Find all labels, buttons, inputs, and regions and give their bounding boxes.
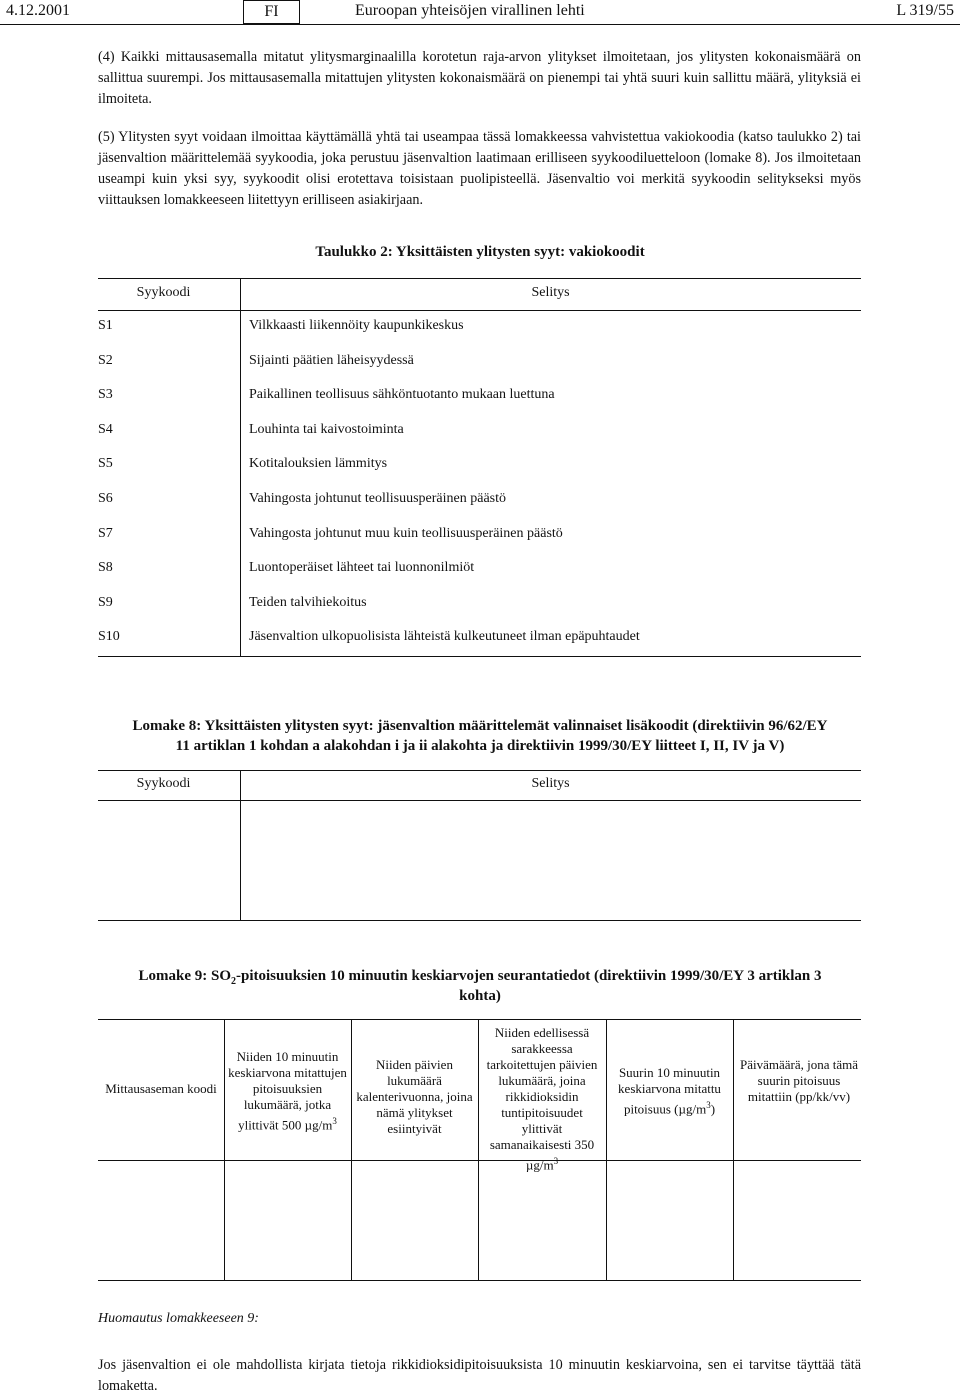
form-8-header-code: Syykoodi (136, 776, 191, 791)
table-row-description: Vilkkaasti liikennöity kaupunkikeskus (249, 318, 464, 333)
table-row-code: S9 (98, 595, 113, 610)
page-header (0, 0, 960, 26)
table-row-code: S2 (98, 353, 113, 368)
table-row-code: S4 (98, 422, 113, 437)
form-9-column-divider (606, 1019, 607, 1280)
table-2-header-code: Syykoodi (136, 285, 191, 300)
form-9-header-days-over-350: Niiden edellisessä sarakkeessa tarkoitettujen päivien lukumäärä, joina rikkidioksidin tuntipitoisuudet ylittivät samanaikaisesti 350 $\mu g/m^3$ (486, 1025, 598, 1173)
form-8-title-line-1: Lomake 8: Yksittäisten ylitysten syyt: jäsenvaltion määrittelemät valinnaiset lisäkoodit (direktiivin 96/62/EY (132, 718, 828, 734)
table-row-code: S3 (98, 387, 113, 402)
form-8-header-rule (98, 800, 861, 801)
form-9-column-divider (351, 1019, 352, 1280)
table-2-title: Taulukko 2: Yksittäisten ylitysten syyt: vakiokoodit (315, 244, 645, 260)
form-9-column-divider (224, 1019, 225, 1280)
form-9-top-rule (98, 1019, 861, 1020)
table-row-code: S7 (98, 526, 113, 541)
form-9-column-divider (733, 1019, 734, 1280)
table-row-description: Teiden talvihiekoitus (249, 595, 367, 610)
table-2-header-description: Selitys (531, 285, 570, 300)
table-row-code: S8 (98, 560, 113, 575)
table-row-description: Vahingosta johtunut teollisuusperäinen päästö (249, 491, 507, 506)
table-row-description: Sijainti päätien läheisyydessä (249, 353, 414, 368)
form-9-note-text: Jos jäsenvaltion ei ole mahdollista kirjata tietoja rikkidioksidipitoisuuksista 10 minuutin keskiarvoina, sen ei tarvitse täyttää tätä lomaketta. (98, 1357, 861, 1394)
form-9-bottom-rule (98, 1280, 861, 1281)
form-9-column-divider (478, 1019, 479, 1280)
header-publication: Euroopan yhteisöjen virallinen lehti (355, 2, 585, 19)
table-row-description: Luontoperäiset lähteet tai luonnonilmiöt (249, 560, 475, 575)
form-9-header-max-concentration: Suurin 10 minuutin keskiarvona mitattu pitoisuus $(\mu g/m^3)$ (618, 1065, 721, 1117)
header-divider (0, 24, 960, 25)
table-2-column-divider (240, 278, 241, 656)
header-language-badge: FI (243, 0, 300, 24)
form-9-header-max-date: Päivämäärä, jona tämä suurin pitoisuus mitattiin (pp/kk/vv) (739, 1057, 859, 1104)
table-2-header-rule (98, 310, 861, 311)
form-9-title-line-1: Lomake 9: $SO_2$-pitoisuuksien 10 minuutin keskiarvojen seurantatiedot (direktiivin 1999/30/EY 3 artiklan 3 (138, 968, 822, 987)
form-9-header-days-count: Niiden päivien lukumäärä kalenterivuonna, joina nämä ylitykset esiintyivät (356, 1057, 473, 1136)
table-2-top-rule (98, 278, 861, 279)
header-page-number: L 319/55 (896, 2, 954, 19)
table-row-code: S6 (98, 491, 113, 506)
form-9-note-title: Huomautus lomakkeeseen 9: (98, 1311, 259, 1326)
table-row-description: Paikallinen teollisuus sähköntuotanto mukaan luettuna (249, 387, 555, 402)
form-9-title-line-2: kohta) (459, 988, 501, 1004)
table-row-description: Louhinta tai kaivostoiminta (249, 422, 404, 437)
form-9-header-station-code: Mittausaseman koodi (105, 1081, 217, 1096)
table-row-description: Kotitalouksien lämmitys (249, 456, 388, 471)
table-row-code: S1 (98, 318, 113, 333)
paragraph-5: (5) Ylitysten syyt voidaan ilmoittaa käyttämällä yhtä tai useampaa tässä lomakkeessa vahvistettua vakiokoodia (katso taulukko 2) tai jäsenvaltion määrittelemää syykoodia, joka perustuu jäsenvaltion laatimaan erilliseen syykoodiluetteloon (lomake 8). Jos ilmoitetaan useampi kuin yksi syy, syykoodit olisi erotettava toisistaan puolipisteellä. Jäsenvaltio voi merkitä syykoodin selitykseksi myös viittauksen lomakkeeseen liitettyyn erilliseen asiakirjaan. (98, 129, 861, 208)
paragraph-4: (4) Kaikki mittausasemalla mitatut ylitysmarginaalilla korotetun raja-arvon ylitykset ilmoitetaan, jos ylitysten kokonaismäärä on sallittua suurempi. Jos mittausasemalla mitattujen ylitysten kokonaismäärä on pienempi tai yhtä suuri kuin sallittu määrä, ylityksiä ei ilmoiteta. (98, 49, 861, 107)
table-2-bottom-rule (98, 656, 861, 657)
form-8-column-divider (240, 770, 241, 920)
form-8-header-description: Selitys (531, 776, 570, 791)
table-row-description: Jäsenvaltion ulkopuolisista lähteistä kulkeutuneet ilman epäpuhtaudet (249, 629, 640, 644)
form-9-header-rule (98, 1160, 861, 1161)
form-8-top-rule (98, 770, 861, 771)
table-row-description: Vahingosta johtunut muu kuin teollisuusperäinen päästö (249, 526, 563, 541)
header-date: 4.12.2001 (6, 2, 70, 19)
form-8-title-line-2: 11 artiklan 1 kohdan a alakohdan i ja ii alakohta ja direktiivin 1999/30/EY liitteet I, II, IV ja V) (175, 738, 785, 754)
table-row-code: S10 (98, 629, 120, 644)
form-8-bottom-rule (98, 920, 861, 921)
table-row-code: S5 (98, 456, 113, 471)
form-9-header-count-over-500: Niiden 10 minuutin keskiarvona mitattujen pitoisuuksien lukumäärä, jotka ylittivät 500 $\mu g/m^3$ (228, 1049, 347, 1133)
